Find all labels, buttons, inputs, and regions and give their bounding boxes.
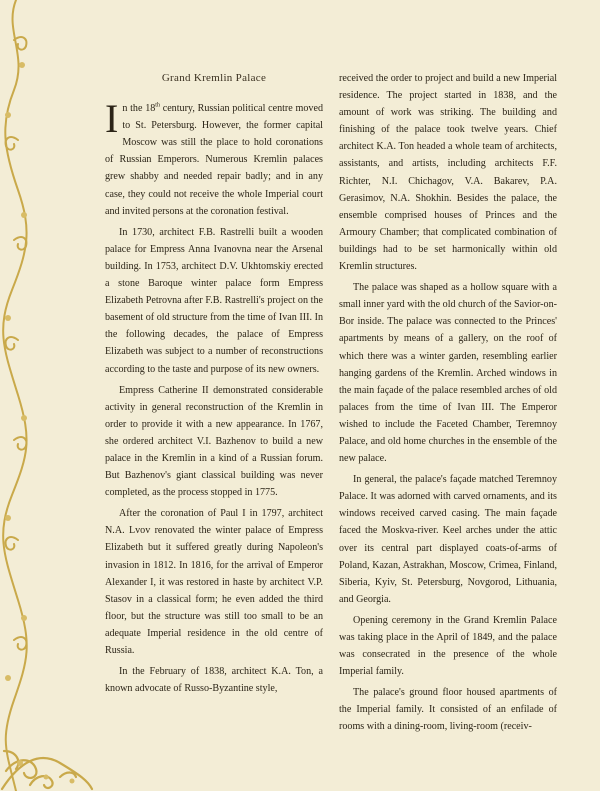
drop-cap: I: [105, 96, 119, 142]
section-heading: Grand Kremlin Palace: [161, 72, 267, 84]
paragraph: The palace's ground floor housed apartments of the Imperial family. It consisted of an enfilade of rooms with a dining-room, living-room (receiv-: [339, 687, 557, 733]
paragraph: The palace was shaped as a hollow square with a small inner yard with the old church of the Savior-on-Bor inside. The palace was connected to the Princes' apartments by means of a gallery, on the roof of which there was a winter garden, resembling earlier hanging gardens of the Kremlin. Arched windows in the main façade of the palace resembled arches of old palaces from the time of Ivan III. The Emperor wished to include the Faceted Chamber, Teremnoy Palace, and old home churches in the ensemble of the new palace.: [339, 282, 557, 465]
corner-flourish-ornament: [0, 711, 95, 791]
text-run: century, Russian political centre moved to St. Petersburg. However, the former capital Moscow was still the place to hold coronations of Russian Emperors. Numerous Kremlin palaces grew shabby and needed repair badly; and in any case, they could not receive the whole Imperial court and invited persons at the coronation festival.: [105, 103, 323, 217]
paragraph: [105, 96, 323, 220]
paragraph: In the February of 1838, architect K.A. Ton, a known advocate of Russo-Byzantine style,: [105, 666, 323, 695]
paragraph: In 1730, architect F.B. Rastrelli built a wooden palace for Empress Anna Ivanovna near the Arsenal building. In 1753, architect D.V. Ukhtomskiy erected a stone Baroque winter palace form Empress Elizabeth Petrovna after F.B. Rastrelli's project on the basement of old structure from the time of Ivan III. In the following decades, the palace of Empress Elizabeth was subject to a number of reconstructions according to the taste and purpose of its new owners.: [105, 226, 323, 375]
paragraph: Opening ceremony in the Grand Kremlin Palace was taking place in the April of 1849, and the palace was consecrated in the presence of the whole Imperial family.: [339, 614, 557, 678]
floral-border-ornament: [0, 0, 34, 791]
right-text-column: [339, 70, 557, 740]
paragraph: received the order to project and build a new Imperial residence. The project started in 1838, and the amount of work was striking. The building and finishing of the palace took twelve years. Chief architect K.A. Ton headed a whole team of architects, assistants, and artists, including architects F.F. Richter, N.I. Chichagov, V.A. Bakarev, P.A. Gerasimov, N.A. Shokhin. Besides the palace, the ensemble comprised houses of Princes and the Armoury Chamber; that complicated combination of buildings had to be set harmonically within old Kremlin structures.: [339, 73, 557, 273]
text-run: n the 18: [122, 103, 156, 115]
superscript: th: [155, 102, 160, 109]
paragraph: In general, the palace's façade matched Teremnoy Palace. It was adorned with carved ornaments, and its windows received carved casing. The main façade faced the Moskva-river. Keel arches under the attic over its central part displayed coats-of-arms of Poland, Kazan, Astrakhan, Moscow, Crimea, Finland, Siberia, Kyiv, St. Petersburg, Novgorod, Lithuania, and Georgia.: [339, 474, 557, 605]
left-text-column: [105, 66, 323, 701]
paragraph: Empress Catherine II demonstrated considerable activity in general reconstruction of the Kremlin in order to provide it with a new appearance. In 1767, she ordered architect V.I. Bazhenov to build a new palace in the Kremlin in a kind of a Russian forum. But Bazhenov's giant classical building was never completed, as the process stopped in 1775.: [105, 384, 323, 499]
paragraph: After the coronation of Paul I in 1797, architect N.A. Lvov renovated the winter palace of Empress Elizabeth but it suffered greatly during Napoleon's invasion in 1812. In 1816, for the arrival of Emperor Alexander I, it was restored in haste by architect V.P. Stasov in a classical form; he even added the third floor, but the structure was still too small to be an adequate Imperial residence in the old centre of Russia.: [105, 508, 323, 656]
